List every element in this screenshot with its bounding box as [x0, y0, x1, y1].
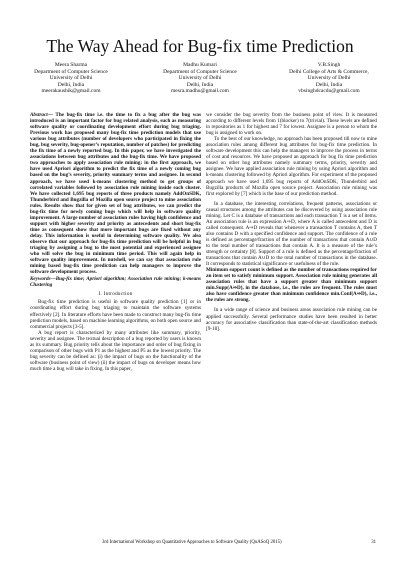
keywords [30, 276, 201, 288]
author-block-2 [135, 62, 265, 95]
abstract [30, 112, 201, 275]
author-name: Meera Sharma [54, 62, 88, 68]
author-dept: Department of Computer Science [34, 68, 108, 75]
author-org: University of Delhi [307, 75, 351, 82]
author-org: University of Delhi [178, 75, 222, 82]
author-email: vbsinghdcacdu@gmail.com [298, 88, 360, 95]
author-dept: Delhi College of Arts & Commerce, [289, 68, 369, 75]
right-column [206, 112, 377, 332]
author-city: Delhi, India [315, 81, 343, 88]
keywords-text: —Bug-fix time; Apriori algorithm; Association rule mining; k-means Clustering [30, 276, 201, 289]
body-paragraph: In a database, the interesting correlations, frequent patterns, associations or causal structures among the attributes can be discovered by using association rule mining. Let C is a database of transactions and each transaction T is a set of items. An association rule is an expression A⇒D, where A is called antecedent and D is called consequent. A⇒D reveals that whenever a transaction T contains A, then T also contains D with a specified confidence and support. The confidence of a rule is defined as percentage/fraction of the number of transactions that contain A∪D to the total number of transactions that contain A. It is a measure of the rule’s strength or certainty [8]. Support of a rule is defined as the percentage/fraction of transactions that contain A∪D to the total number of transactions in the database. It corresponds to statistical significance or usefulness of the rule. [206, 200, 377, 268]
author-org: University of Delhi [49, 75, 93, 82]
author-block-3 [264, 62, 394, 95]
author-name: V.B.Singh [317, 62, 341, 68]
author-name: Madhu Kumari [183, 62, 217, 68]
abstract-text: — The bug-fix time i.e. the time to fix a bug after the bug was introduced is an important factor for bug related analysis, such as measuring software quality or coordinating development effort during bug triaging. Previous work has proposed many bug-fix time prediction models that use various bug attributes (number of developers who participated in fixing the bug, bug severity, bug-opener’s reputation, number of patches) for predicting the fix time of a newly reported bug. In this paper, we have investigated the associations between bug attributes and the bug-fix time. We have proposed two approaches to apply association rule mining: in the first approach, we have used Apriori algorithm to predict the fix time of a newly coming bug based on the bug’s severity, priority summary terms and assignee. In second approach, we have used k-means clustering method to get groups of correlated variables followed by association rule mining inside each cluster. We have collected 1,695 bug reports of three products namely AddOnSDK, Thunderbird and Bugzilla of Mozilla open source project to mine association rules. Results show that for given set of bug attributes, we can predict the bug-fix time for newly coming bugs which will help in software quality improvement. A large number of association rules having high confidence and support with higher severity and priority as antecedents and short bug-fix time as consequent show that more important bugs are fixed without any delay. This information is useful in determining software quality. We also observe that our approach for bug-fix time prediction will be helpful in bug triaging by assigning a bug to the most potential and experienced assignee who will solve the bug in minimum time period. This will again help in software quality improvement. In nutshell, we can say that association rule mining based bug-fix time prediction can help managers to improve the software development process. [30, 112, 201, 276]
footer-conference: 3rd International Workshop on Quantitative Approaches to Software Quality (QuASoQ 2015) [102, 540, 282, 545]
author-dept: Department of Computer Science [163, 68, 237, 75]
intro-paragraph-2: A bug report is characterized by many attributes like summary, priority, severity and assignee. The textual description of a bug reported by users is known as its summary. Bug priority tells about the importance and order of bug fixing in comparison of other bugs with P1 as the highest and P5 as the lowest priority. The bug severity can be defined as: (i) the impact of bugs on the functionality of the software (business point of view) (ii) the impact of bugs on developer means how much time a bug will take in fixing. In this paper, [30, 329, 201, 372]
section-heading-introduction: I. Introduction [98, 291, 133, 298]
page-number: 31 [371, 540, 376, 545]
author-email: mesra.madhu@gmail.com [171, 88, 229, 95]
author-email: meerakaushik@gmail.com [41, 88, 101, 95]
keywords-label: Keywords [30, 276, 51, 283]
intro-paragraph-1: Bug-fix time prediction is useful in software quality prediction [1] or in coordinating effort during bug triaging to maintain the software systems effectively [2]. In literature efforts have been made to construct many bug-fix time prediction models, based on machine learning algorithms, on both open source and commercial projects [3-5]. [30, 299, 201, 330]
abstract-label: Abstract [30, 112, 48, 118]
minimum-label: Minimum [206, 267, 228, 274]
body-paragraph: we consider the bug severity from the business point of view. It is measured according to different levels from 1(blocker) to 7(trivial). These levels are defined in repositories as 1 for highest and 7 for lowest. Assignee is a person to whom the bug is assigned to work on. [206, 112, 377, 137]
author-city: Delhi, India [186, 81, 214, 88]
author-city: Delhi, India [57, 81, 85, 88]
left-column [30, 112, 201, 372]
body-paragraph-support: Minimum support count is defined as the number of transactions required for an item set to satisfy minimum support. Association rule mining generates all association rules that have a support greater than minimum support min.Supp(A⇒D), in the database, i.e., the rules are frequent. The rules must also have confidence greater than minimum confidence min.Conf(A⇒D), i.e., the rules are strong. [206, 267, 377, 304]
paper-title: The Way Ahead for Bug-fix time Prediction [46, 36, 354, 56]
body-paragraph: To the best of our knowledge, no approach has been proposed till now to mine association rules among different bug attributes for bug-fix time prediction. In software development this can help the managers to improve the process in terms of cost and resources. We have proposed an approach for bug fix time prediction based on other bug attributes namely summary terms, priority, severity and assignee. We have applied association rule mining by using Apriori algorithm and k-means clustering followed by Apriori algorithm. For experiment of the proposed approach we have used 1,695 bug reports of AddOnSDK, Thunderbird and Bugzilla products of Mozilla open source project. Association rule mining was first explored by [7] which is the base of our prediction method. [206, 136, 377, 197]
author-block-1 [6, 62, 136, 95]
body-paragraph: In a wide range of science and business areas association rule mining can be applied successfully. Several performance studies have been resulted in better accuracy for associative classification than state-of-the-art classification methods [9-18]. [206, 307, 377, 332]
